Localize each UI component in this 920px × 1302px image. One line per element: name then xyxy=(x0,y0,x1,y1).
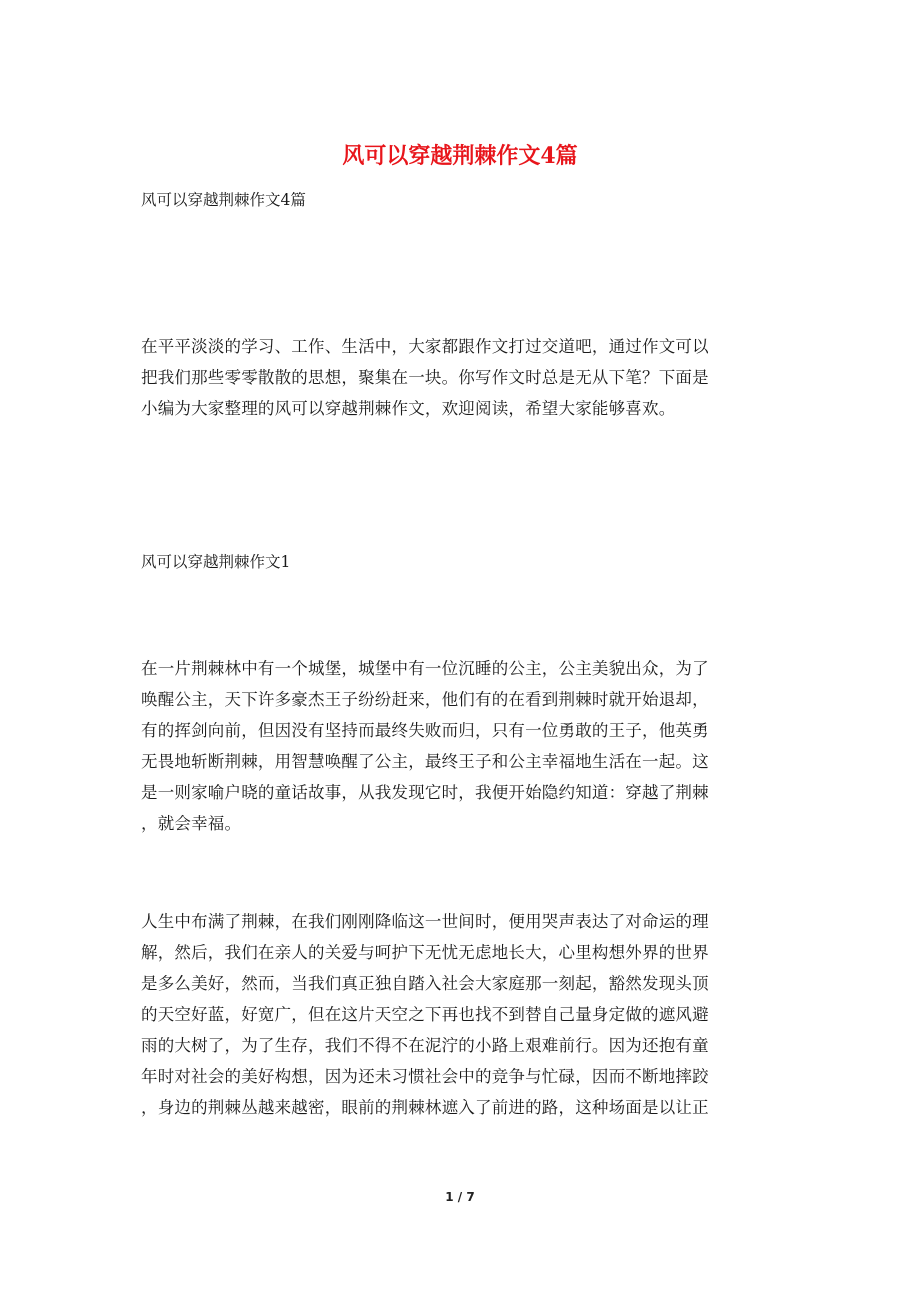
text-line: 年时对社会的美好构想，因为还未习惯社会中的竞争与忙碌，因而不断地摔跤 xyxy=(141,1067,709,1086)
page-number: 1 / 7 xyxy=(445,1190,475,1204)
text-line: 唤醒公主，天下许多豪杰王子纷纷赶来，他们有的在看到荆棘时就开始退却， xyxy=(141,690,709,709)
text-line: 在一片荆棘林中有一个城堡，城堡中有一位沉睡的公主，公主美貌出众，为了 xyxy=(141,659,709,678)
text-line: 的天空好蓝，好宽广，但在这片天空之下再也找不到替自己量身定做的遮风避 xyxy=(141,1005,709,1024)
page-title: 风可以穿越荆棘作文4篇 xyxy=(342,143,578,169)
text-line: 是多么美好，然而，当我们真正独自踏入社会大家庭那一刻起，豁然发现头顶 xyxy=(141,974,709,993)
text-line: 雨的大树了，为了生存，我们不得不在泥泞的小路上艰难前行。因为还抱有童 xyxy=(141,1036,709,1055)
text-line: 有的挥剑向前，但因没有坚持而最终失败而归，只有一位勇敢的王子，他英勇 xyxy=(141,721,709,740)
intro-paragraph xyxy=(141,331,781,424)
text-line: 是一则家喻户晓的童话故事，从我发现它时，我便开始隐约知道：穿越了荆棘 xyxy=(141,783,709,802)
document-subtitle: 风可以穿越荆棘作文4篇 xyxy=(141,191,306,209)
body-paragraph-2 xyxy=(141,906,781,1123)
text-line: 解，然后，我们在亲人的关爱与呵护下无忧无虑地长大，心里构想外界的世界 xyxy=(141,943,709,962)
text-line: 在平平淡淡的学习、工作、生活中，大家都跟作文打过交道吧，通过作文可以 xyxy=(141,337,709,356)
text-line: ，就会幸福。 xyxy=(141,814,242,833)
text-line: 把我们那些零零散散的思想，聚集在一块。你写作文时总是无从下笔？下面是 xyxy=(141,368,709,387)
text-line: 人生中布满了荆棘，在我们刚刚降临这一世间时，便用哭声表达了对命运的理 xyxy=(141,912,709,931)
body-paragraph-1 xyxy=(141,653,781,839)
text-line: 小编为大家整理的风可以穿越荆棘作文，欢迎阅读，希望大家能够喜欢。 xyxy=(141,399,676,418)
text-line: ，身边的荆棘丛越来越密，眼前的荆棘林遮入了前进的路，这种场面是以让正 xyxy=(141,1098,709,1117)
section-heading: 风可以穿越荆棘作文1 xyxy=(141,553,291,571)
text-line: 无畏地斩断荆棘，用智慧唤醒了公主，最终王子和公主幸福地生活在一起。这 xyxy=(141,752,709,771)
